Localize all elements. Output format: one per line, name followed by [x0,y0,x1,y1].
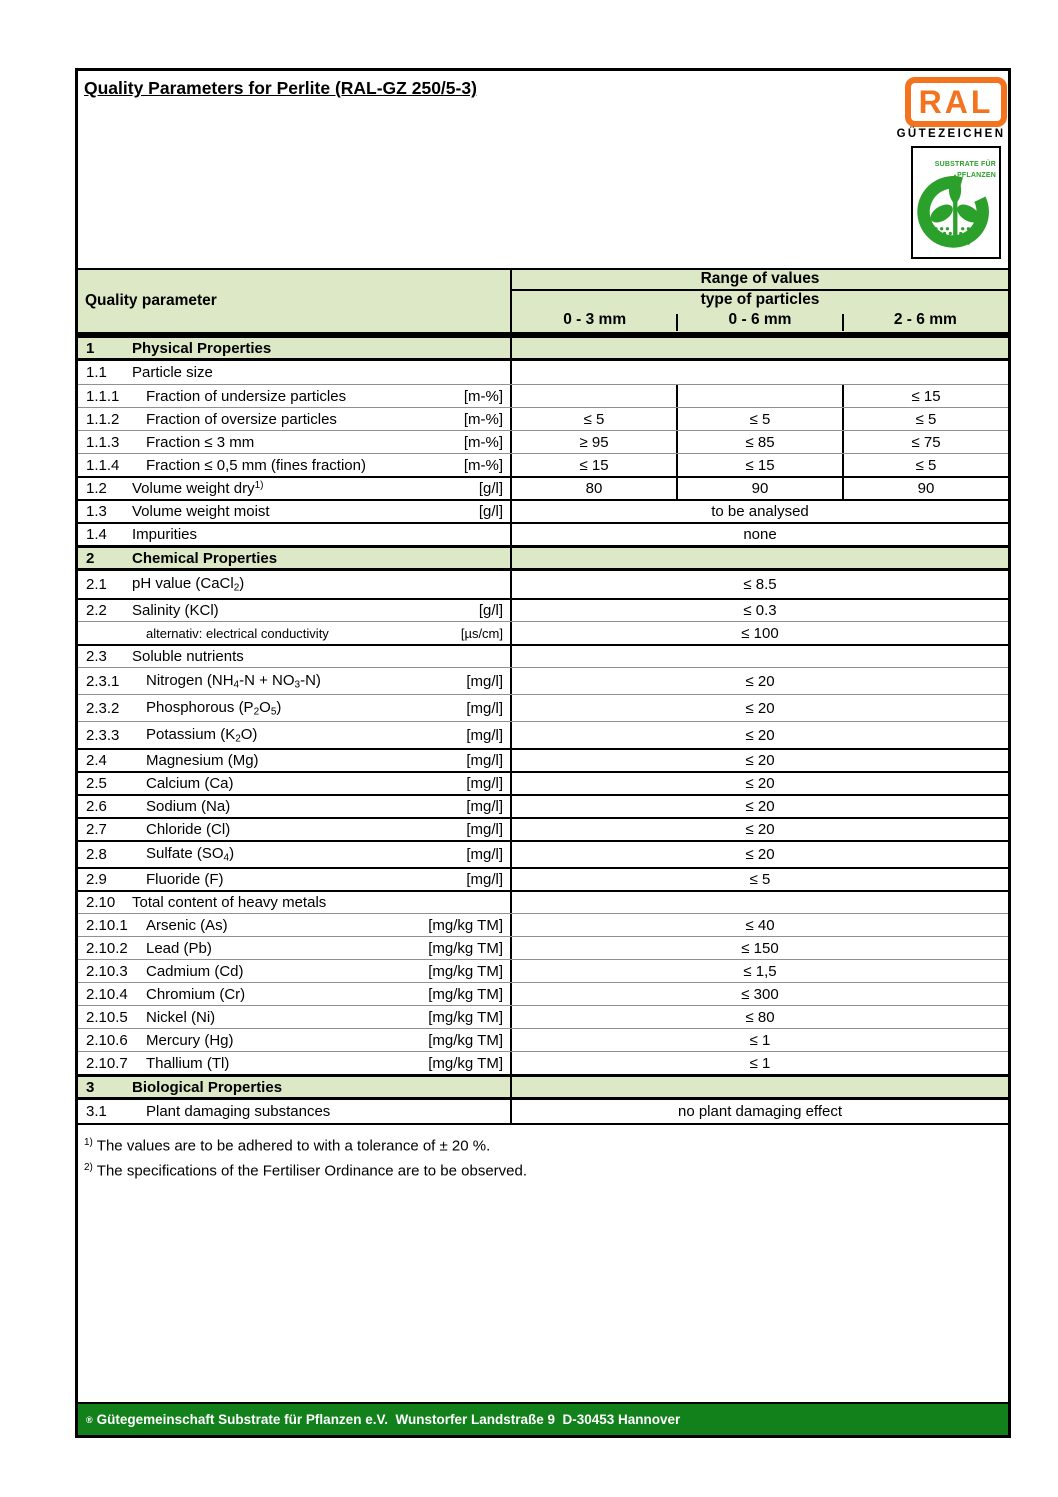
row-unit: [g/l] [478,480,503,497]
footnote-text: The values are to be adhered to with a tolerance of ± 20 %. [92,1137,491,1155]
row-parameter [78,819,512,840]
row-number: 2.1 [86,576,107,593]
table-row [78,361,1008,384]
row-values [512,431,1008,453]
row-unit: [mg/kg TM] [428,962,503,980]
row-parameter [78,842,512,867]
row-parameter [78,773,512,794]
table-row [78,840,1008,867]
row-number: 2.10.7 [86,1054,128,1072]
table-row [78,384,1008,407]
table-row [78,499,1008,522]
value-cell: ≤ 15 [579,456,609,474]
row-values [512,892,1008,913]
value-cell: ≤ 85 [676,431,842,453]
value-span: ≤ 20 [745,726,775,744]
row-number: 1 [86,339,95,357]
row-label: Chemical Properties [132,549,278,567]
row-label: Thallium (Tl) [146,1054,230,1072]
table-row [78,1051,1008,1074]
row-number: 3 [86,1078,95,1096]
row-number: 1.1.1 [86,387,120,405]
value-span: ≤ 20 [745,821,775,838]
row-parameter [78,960,512,982]
row-number: 2.6 [86,798,107,815]
row-values [512,454,1008,476]
table-row [78,867,1008,890]
row-values [512,338,1008,358]
row-unit: [mg/kg TM] [428,1008,503,1026]
row-label: Chloride (Cl) [146,821,231,838]
row-values [512,842,1008,867]
row-number: 1.2 [86,480,107,497]
value-span: ≤ 40 [745,916,775,934]
footer-bar [78,1402,1008,1435]
row-label: Nickel (Ni) [146,1008,216,1026]
row-label: Chromium (Cr) [146,985,246,1003]
substrate-plant-logo [911,146,1001,259]
table-row [78,667,1008,694]
row-parameter [78,722,512,748]
table-row [78,794,1008,817]
row-parameter [78,600,512,621]
row-label: Fraction ≤ 0,5 mm (fines fraction) [146,456,366,474]
row-parameter [78,668,512,694]
row-number: 3.1 [86,1103,107,1120]
value-cell: 80 [585,480,603,497]
value-span: ≤ 80 [745,1008,775,1026]
row-label: Total content of heavy metals [132,894,327,911]
row-number: 2.10.6 [86,1031,128,1049]
value-cell: 90 [676,478,842,499]
value-span: ≤ 20 [745,752,775,769]
section-row [78,1074,1008,1100]
row-values [512,501,1008,522]
footnote-marker: 2) [84,1161,93,1173]
row-number: 1.3 [86,503,107,520]
plant-logo-label-line2: PFLANZEN [957,171,996,179]
table-row [78,721,1008,748]
column-header-0-3mm: 0 - 3 mm [563,311,627,328]
row-parameter [78,1006,512,1028]
value-span: none [743,526,777,543]
footnote-marker: 1) [84,1137,93,1148]
row-values [512,548,1008,568]
row-number: 1.1.2 [86,410,120,428]
row-values [512,695,1008,721]
row-unit: [g/l] [478,602,503,619]
row-unit: [mg/l] [466,752,503,769]
row-values [512,1077,1008,1097]
value-span: ≤ 20 [745,798,775,815]
table-row [78,913,1008,936]
table-row [78,476,1008,499]
plant-logo-label-line1: SUBSTRATE FÜR [934,161,996,168]
value-span: ≤ 100 [741,624,779,642]
table-header [78,270,1008,335]
value-cell: 90 [842,478,1008,499]
row-unit: [g/l] [478,503,503,520]
row-number: 2.5 [86,775,107,792]
row-values [512,361,1008,384]
row-values [512,408,1008,430]
row-values [512,646,1008,667]
row-label: Salinity (KCl) [132,602,219,619]
row-unit: [m-%] [463,456,503,474]
row-label: Fluoride (F) [146,871,224,888]
plant-logo-label [935,160,996,181]
row-parameter [78,914,512,936]
row-number: 2.3.2 [86,699,120,717]
row-label: Volume weight moist [132,503,270,520]
row-values [512,478,1008,499]
row-unit: [mg/l] [466,726,503,744]
table-row [78,771,1008,794]
row-label: Soluble nutrients [132,648,244,665]
row-values [512,796,1008,817]
row-values [512,622,1008,644]
table-row [78,936,1008,959]
row-parameter [78,408,512,430]
table-row [78,959,1008,982]
table-row [78,644,1008,667]
row-label: Sulfate $(SO_4)$ [146,845,235,864]
row-label: Sodium (Na) [146,798,231,815]
row-values [512,668,1008,694]
row-number: 1.4 [86,526,107,543]
row-parameter [78,622,512,644]
footnote [84,1137,1000,1155]
row-parameter [78,869,512,890]
row-label: pH value (CaCl$_2$) [132,575,245,594]
row-label: Plant damaging substances [146,1103,331,1120]
range-of-values-label: Range of values [512,270,1008,291]
row-unit: [mg/l] [466,699,503,717]
column-header-values [512,270,1008,332]
table-body [78,335,1008,1123]
row-number: 2 [86,549,95,567]
row-label: Mercury (Hg) [146,1031,234,1049]
row-number: 2.8 [86,846,107,863]
row-values [512,1029,1008,1051]
row-number: 2.4 [86,752,107,769]
row-label: Impurities [132,526,198,543]
row-unit: [mg/kg TM] [428,1054,503,1072]
column-header-2-6mm: 2 - 6 mm [843,311,1008,332]
logo-area [895,77,1007,259]
row-unit: [mg/l] [466,672,503,690]
table-row [78,430,1008,453]
row-unit: [mg/l] [466,846,503,863]
table-row [78,453,1008,476]
footnotes [78,1125,1008,1179]
row-label: Magnesium (Mg) [146,752,259,769]
value-span: ≤ 1 [749,1031,771,1049]
row-parameter [78,431,512,453]
column-header-quality-parameter: Quality parameter [78,270,512,332]
row-number: 1.1.3 [86,433,120,451]
row-unit: [m-%] [463,387,503,405]
row-parameter [78,750,512,771]
ral-caption: GÜTEZEICHEN [896,128,1006,140]
row-values [512,750,1008,771]
value-span: ≤ 20 [745,775,775,792]
particle-size-columns [512,311,1008,332]
row-number: 2.2 [86,602,107,619]
row-unit: [mg/kg TM] [428,985,503,1003]
row-unit: [mg/kg TM] [428,916,503,934]
row-unit: [µs/cm] [460,625,503,641]
row-unit: [mg/kg TM] [428,1031,503,1049]
row-number: 2.10.2 [86,939,128,957]
column-header-0-6mm: 0 - 6 mm [677,311,842,332]
row-label: Biological Properties [132,1078,283,1096]
row-label: Arsenic (As) [146,916,228,934]
row-parameter [78,1077,512,1097]
table-row [78,598,1008,621]
row-parameter [78,454,512,476]
row-number: 1.1 [86,364,107,381]
footer-text: Gütegemeinschaft Substrate für Pflanzen e.V. Wunstorfer Landstraße 9 D-30453 Hannover [96,1412,681,1427]
document-title: Quality Parameters for Perlite (RAL-GZ 250/5-3) [84,78,477,98]
row-values [512,914,1008,936]
value-span: ≤ 5 [749,871,771,888]
table-row [78,1028,1008,1051]
quality-parameters-table [78,268,1008,1125]
value-span: ≤ 8.5 [743,576,777,593]
value-cell [512,385,676,407]
row-label: Fraction of oversize particles [146,410,337,428]
value-cell [676,385,842,407]
row-unit: [mg/l] [466,871,503,888]
row-values [512,937,1008,959]
row-parameter [78,361,512,384]
row-label: alternativ: electrical conductivity [146,625,329,641]
row-number: 2.3.1 [86,672,120,690]
row-values [512,773,1008,794]
row-number: 2.10.3 [86,962,128,980]
row-unit: [mg/l] [466,775,503,792]
table-row [78,522,1008,545]
value-span: ≤ 1,5 [743,962,777,980]
row-number: 2.3 [86,648,107,665]
table-row [78,694,1008,721]
table-row [78,890,1008,913]
row-label: Phosphorous $(P_2O_5)$ [146,698,282,718]
section-row [78,545,1008,571]
row-values [512,983,1008,1005]
row-parameter [78,937,512,959]
value-span: to be analysed [711,503,809,520]
row-parameter [78,478,512,499]
table-row [78,982,1008,1005]
row-values [512,571,1008,598]
row-label: Fraction of undersize particles [146,387,347,405]
row-parameter [78,695,512,721]
ral-logo-text: RAL [918,84,994,120]
row-parameter [78,796,512,817]
table-row [78,817,1008,840]
table-row [78,571,1008,598]
footnote [84,1162,1000,1180]
row-label: Calcium (Ca) [146,775,234,792]
value-cell: ≤ 15 [676,454,842,476]
row-number: 2.7 [86,821,107,838]
value-span: ≤ 0.3 [743,602,777,619]
table-row [78,748,1008,771]
table-row [78,1100,1008,1123]
row-unit: [m-%] [463,410,503,428]
value-span: ≤ 20 [745,846,775,863]
table-row [78,621,1008,644]
row-parameter [78,571,512,598]
row-number: 2.10.5 [86,1008,128,1026]
row-values [512,1006,1008,1028]
row-unit: [mg/l] [466,798,503,815]
document-page [75,68,1011,1438]
row-values [512,869,1008,890]
row-number: 2.10.1 [86,916,128,934]
row-parameter [78,892,512,913]
row-label: Physical Properties [132,339,272,357]
row-values [512,524,1008,545]
row-values [512,1100,1008,1123]
row-values [512,960,1008,982]
row-number: 1.1.4 [86,456,120,474]
row-number: 2.9 [86,871,107,888]
value-cell: ≤ 15 [842,385,1008,407]
row-label: Particle size [132,364,213,381]
value-cell: ≤ 5 [842,408,1008,430]
row-values [512,385,1008,407]
value-cell: ≤ 5 [842,454,1008,476]
row-parameter [78,646,512,667]
value-span: ≤ 20 [745,699,775,717]
row-parameter [78,385,512,407]
row-label: Cadmium (Cd) [146,962,244,980]
row-values [512,819,1008,840]
row-label: Lead (Pb) [146,939,212,957]
value-span: ≤ 300 [741,985,779,1003]
row-parameter [78,548,512,568]
value-cell: ≤ 5 [676,408,842,430]
row-parameter [78,501,512,522]
registered-mark: ® [86,1414,93,1425]
document-header [78,71,1008,268]
value-span: ≤ 150 [741,939,779,957]
row-label: Nitrogen $(NH_4-N + NO_3-N)$ [146,671,321,691]
row-label: Potassium $(K_2O)$ [146,725,258,745]
row-parameter [78,1100,512,1123]
row-label: Fraction ≤ 3 mm [146,433,255,451]
table-row [78,407,1008,430]
value-cell: ≤ 5 [583,410,605,428]
section-row [78,335,1008,361]
row-number: 2.10 [86,894,116,911]
row-values [512,722,1008,748]
row-label: Volume weight dry$^{1)}$ [132,480,264,497]
value-cell: ≥ 95 [579,433,609,451]
row-unit: [mg/kg TM] [428,939,503,957]
row-unit: [mg/l] [466,821,503,838]
row-parameter [78,338,512,358]
ral-logo [905,77,1007,127]
value-span: ≤ 20 [745,672,775,690]
footnote-text: The specifications of the Fertiliser Ordinance are to be observed. [92,1162,528,1179]
row-parameter [78,524,512,545]
row-parameter [78,1052,512,1074]
type-of-particles-label: type of particles [700,291,820,308]
row-number: 2.3.3 [86,726,120,744]
value-span: ≤ 1 [749,1054,771,1072]
row-parameter [78,983,512,1005]
row-values [512,600,1008,621]
table-row [78,1005,1008,1028]
row-parameter [78,1029,512,1051]
row-number: 2.10.4 [86,985,128,1003]
row-unit: [m-%] [463,433,503,451]
row-values [512,1052,1008,1074]
value-span: no plant damaging effect [677,1103,842,1120]
value-cell: ≤ 75 [842,431,1008,453]
